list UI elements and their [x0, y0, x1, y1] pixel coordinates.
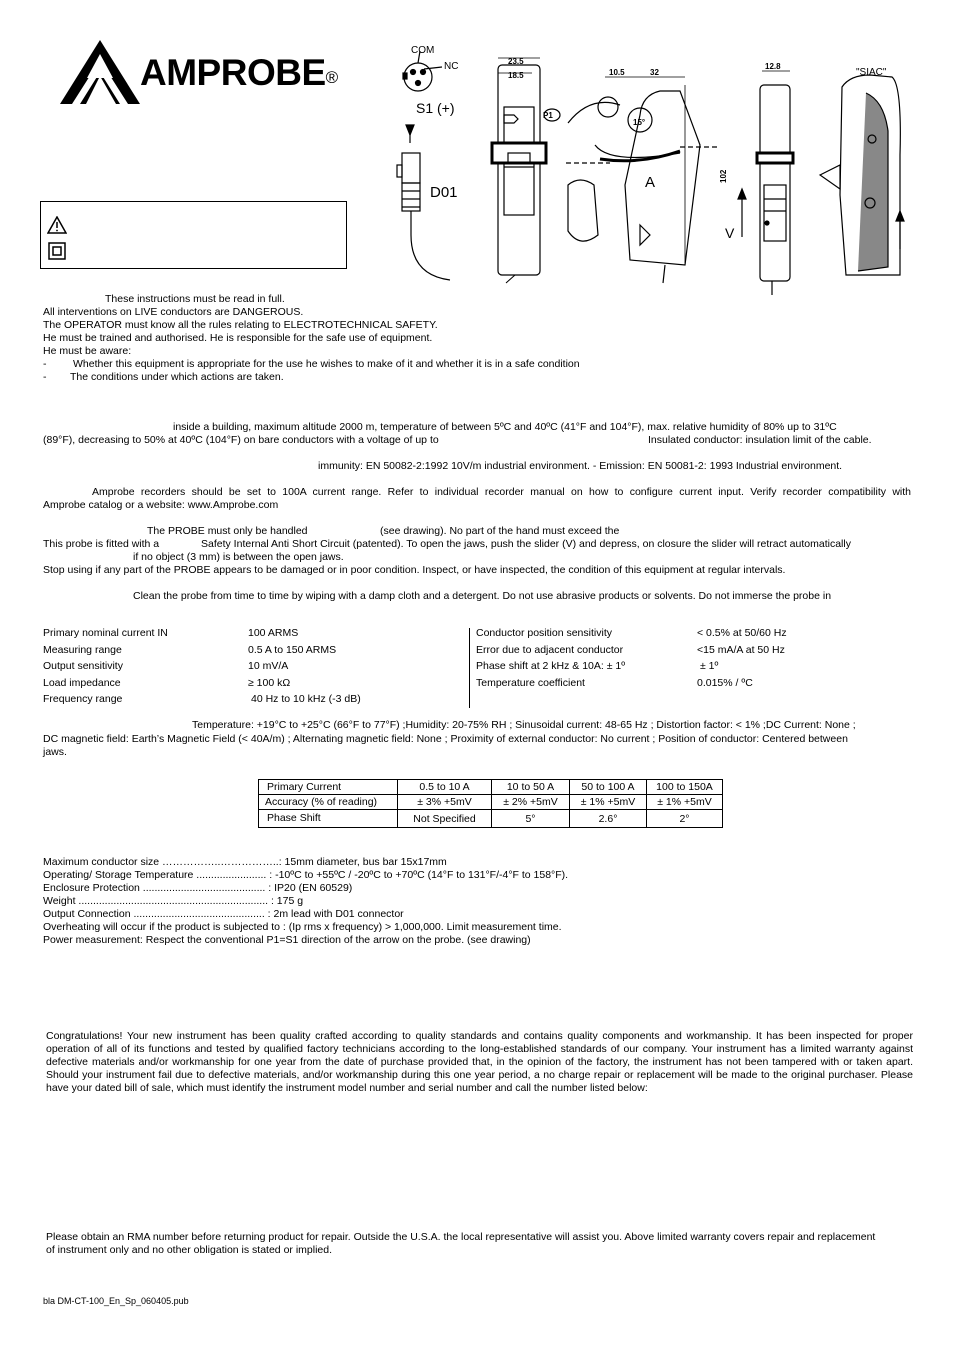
- amprobe-logo-mark: [60, 40, 140, 106]
- safety-bullet-1: - Whether this equipment is appropriate for the use he wishes to make of it and whether it is in a safe condition: [43, 358, 580, 370]
- reference-line-3: jaws.: [43, 746, 67, 758]
- general-line-5: Output Connection ............................................. : 2m lead with D01 connector: [43, 908, 404, 920]
- general-line-6: Overheating will occur if the product is subjected to : (Ip rms x frequency) > 1,000,000. Limit measurement time.: [43, 921, 562, 933]
- spec-row: Conductor position sensitivity < 0.5% at 50/60 Hz: [476, 627, 787, 639]
- accuracy-table: [258, 779, 723, 828]
- general-line-2: Operating/ Storage Temperature ........................ : -10ºC to +55ºC / -20ºC to +70ºC (14°F to 131°F/-4°F to 158°F).: [43, 869, 569, 881]
- siac-line-a: This probe is fitted with a: [43, 538, 160, 550]
- stop-line: Stop using if any part of the PROBE appears to be damaged or in poor condition. Inspect, or have inspected, the condition of this equipment at regular intervals.: [43, 564, 786, 576]
- general-line-3: Enclosure Protection .......................................... : IP20 (EN 60529): [43, 882, 353, 894]
- label-p1: P1: [543, 111, 553, 120]
- footer-filename: bla DM-CT-100_En_Sp_060405.pub: [43, 1296, 189, 1306]
- recorders-line-2: Amprobe catalog or a website: www.Amprobe.com: [43, 499, 279, 511]
- registered-mark: ®: [325, 68, 338, 87]
- general-line-7: Power measurement: Respect the conventional P1=S1 direction of the arrow on the probe. (see drawing): [43, 934, 531, 946]
- usage-line-1: inside a building, maximum altitude 2000 m, temperature of between 5ºC and 40ºC (41°F and 104°F), max. relative humidity of 80% up to 31ºC: [173, 421, 837, 433]
- spec-row: Output sensitivity 10 mV/A: [43, 660, 289, 672]
- brand-name: AMPROBE®: [140, 52, 338, 93]
- siac-line-c: if no object (3 mm) is between the open jaws.: [133, 551, 344, 563]
- dim-23-5: 23.5: [508, 57, 524, 66]
- label-nc: NC: [444, 61, 459, 72]
- safety-line-4: He must be trained and authorised. He is responsible for the safe use of equipment.: [43, 332, 433, 344]
- spec-row: Load impedance ≥ 100 kΩ: [43, 676, 291, 689]
- dim-18-5: 18.5: [508, 71, 524, 80]
- dim-32: 32: [650, 68, 659, 77]
- probe-diagrams: [380, 35, 920, 295]
- spec-row: Frequency range 40 Hz to 10 kHz (-3 dB): [43, 693, 361, 705]
- safety-line-1: These instructions must be read in full.: [105, 293, 285, 305]
- usage-line-2: (89°F), decreasing to 50% at 40ºC (104°F) on bare conductors with a voltage of up to: [43, 434, 439, 446]
- specs-left: [43, 627, 361, 706]
- caution-triangle-icon: [47, 216, 67, 234]
- emc-line: immunity: EN 50082-2:1992 10V/m industrial environment. - Emission: EN 50081-2: 1993 Industrial environment.: [318, 460, 843, 472]
- dim-102: 102: [719, 169, 728, 183]
- general-line-1: Maximum conductor size ……………..……………..: 15mm diameter, bus bar 15x17mm: [43, 856, 447, 868]
- label-siac: "SIAC": [856, 67, 887, 78]
- safety-line-5: He must be aware:: [43, 345, 132, 357]
- mark-a: A: [645, 174, 656, 191]
- safety-line-3: The OPERATOR must know all the rules relating to ELECTROTECHNICAL SAFETY.: [43, 319, 438, 331]
- spec-row: Temperature coefficient 0.015% / ºC: [476, 676, 753, 689]
- warranty-text: Congratulations! Your new instrument has been quality crafted according to quality standards and contains quality components and workmanship. It has been inspected for proper operation of all of its functions and tested by qualified factory technicians according to the long-established standards of our company. Your instrument has a limited warranty against defective materials and/or workmanship for one year from the date of purchase provided that, in the opinion of the factory, the instrument has not been tampered with or taken apart. Should your instrument fail due to defective materials, and/or workmanship during this one year period, a no charge repair or replacement will be made to the original purchaser. Please have your dated bill of sale, which must identify the instrument model number and serial number and call the number listed below:: [46, 1030, 913, 1094]
- warning-box: [40, 201, 347, 269]
- accuracy-row: Accuracy (% of reading) ± 3% +5mV ± 2% +5mV ± 1% +5mV ± 1% +5mV: [259, 795, 723, 810]
- dim-10-5: 10.5: [609, 68, 625, 77]
- usage-line-2-right: Insulated conductor: insulation limit of the cable.: [648, 434, 872, 446]
- reference-line-1: Temperature: +19°C to +25°C (66°F to 77°F) ;Humidity: 20-75% RH ; Sinusoidal current: 48-65 Hz ; Distortion factor: < 1% ;DC Current: None ;: [192, 719, 856, 731]
- double-insulation-icon: [48, 242, 66, 260]
- accuracy-row: Primary Current 0.5 to 10 A 10 to 50 A 50 to 100 A 100 to 150A: [259, 780, 723, 795]
- handle-line-b: (see drawing). No part of the hand must exceed the: [380, 525, 620, 537]
- rma-text: Please obtain an RMA number before returning product for repair. Outside the U.S.A. the local representative will assist you. Above limited warranty covers repair and replacement of instrument only and no other obligation is stated or implied.: [46, 1231, 876, 1256]
- clean-line: Clean the probe from time to time by wiping with a damp cloth and a detergent. Do not use abrasive products or solvents. Do not immerse the probe in: [133, 590, 832, 602]
- general-line-4: Weight ................................................................. : 175 g: [43, 895, 304, 907]
- recorders-line-1: Amprobe recorders should be set to 100A current range. Refer to individual recorder manual on how to configure current input. Verify recorder compatibility with: [92, 486, 911, 498]
- specs-right: [476, 627, 787, 693]
- label-s1: S1 (+): [416, 100, 455, 116]
- spec-divider: [469, 628, 470, 708]
- mark-v: V: [725, 225, 735, 241]
- siac-line-b: Safety Internal Anti Short Circuit (patented). To open the jaws, push the slider (V) and depress, on closure the slider will retract automatically: [201, 538, 851, 550]
- label-com: COM: [411, 45, 435, 56]
- spec-row: Primary nominal current IN 100 ARMS: [43, 627, 299, 639]
- safety-bullet-2: - The conditions under which actions are taken.: [43, 371, 284, 383]
- label-d01: D01: [430, 184, 458, 201]
- handle-line-a: The PROBE must only be handled: [147, 525, 308, 537]
- spec-row: Measuring range 0.5 A to 150 ARMS: [43, 643, 337, 656]
- dim-12-8: 12.8: [765, 62, 781, 71]
- safety-line-2: All interventions on LIVE conductors are DANGEROUS.: [43, 306, 304, 318]
- spec-row: Phase shift at 2 kHz & 10A: ± 1º ± 1º: [476, 660, 719, 672]
- accuracy-row: Phase Shift Not Specified 5° 2.6° 2°: [259, 810, 723, 828]
- reference-line-2: DC magnetic field: Earth’s Magnetic Field (< 40A/m) ; Alternating magnetic field: None ; Proximity of external conductor: No current ; Position of conductor: Centered between: [43, 733, 848, 745]
- spec-row: Error due to adjacent conductor <15 mA/A at 50 Hz: [476, 643, 785, 656]
- angle-15: 15°: [633, 118, 646, 127]
